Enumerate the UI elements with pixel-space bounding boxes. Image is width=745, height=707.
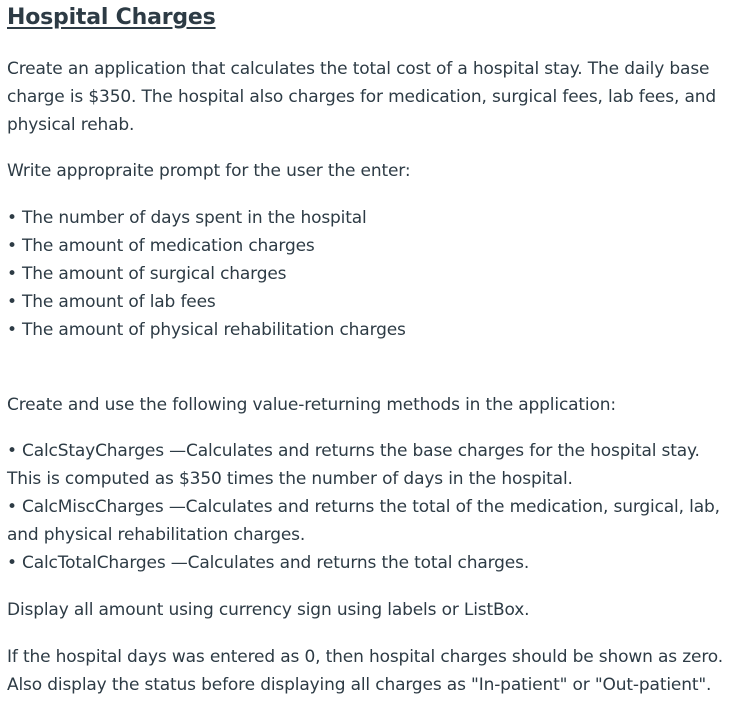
list-item-text: The amount of medication charges [22, 236, 315, 256]
methods-list [7, 437, 737, 577]
bullet-icon: • [7, 497, 17, 517]
display-paragraph: Display all amount using currency sign using labels or ListBox. [7, 600, 530, 620]
prompt-paragraph: Write appropraite prompt for the user the enter: [7, 161, 411, 181]
bullet-icon: • [7, 320, 17, 340]
list-item [7, 437, 737, 493]
bullet-icon: • [7, 553, 17, 573]
list-item [7, 260, 737, 288]
list-item-text: The number of days spent in the hospital [22, 208, 367, 228]
list-item [7, 288, 737, 316]
bullet-icon: • [7, 441, 17, 461]
list-item-text: CalcTotalCharges —Calculates and returns the total charges. [22, 553, 530, 573]
bullet-icon: • [7, 292, 17, 312]
bullet-icon: • [7, 264, 17, 284]
input-list [7, 204, 737, 344]
list-item-text: The amount of lab fees [22, 292, 216, 312]
methods-intro-paragraph: Create and use the following value-returning methods in the application: [7, 395, 616, 415]
bullet-icon: • [7, 208, 17, 228]
bullet-icon: • [7, 236, 17, 256]
list-item-text: The amount of surgical charges [22, 264, 287, 284]
list-item [7, 232, 737, 260]
list-item [7, 316, 737, 344]
list-item [7, 549, 737, 577]
page-title: Hospital Charges [7, 5, 216, 30]
list-item [7, 493, 737, 549]
list-item-text: CalcMiscCharges —Calculates and returns the total of the medication, surgical, lab, and physical rehabilitation charges. [7, 497, 720, 545]
list-item-text: CalcStayCharges —Calculates and returns the base charges for the hospital stay. This is computed as $350 times the number of days in the hospital. [7, 441, 700, 489]
list-item [7, 204, 737, 232]
zero-rule-paragraph: If the hospital days was entered as 0, then hospital charges should be shown as zero. Also display the status before displaying all charges as "In-patient" or "Out-patient". [7, 647, 724, 695]
intro-paragraph: Create an application that calculates the total cost of a hospital stay. The daily base charge is $350. The hospital also charges for medication, surgical fees, lab fees, and physical rehab. [7, 59, 716, 135]
list-item-text: The amount of physical rehabilitation charges [22, 320, 406, 340]
